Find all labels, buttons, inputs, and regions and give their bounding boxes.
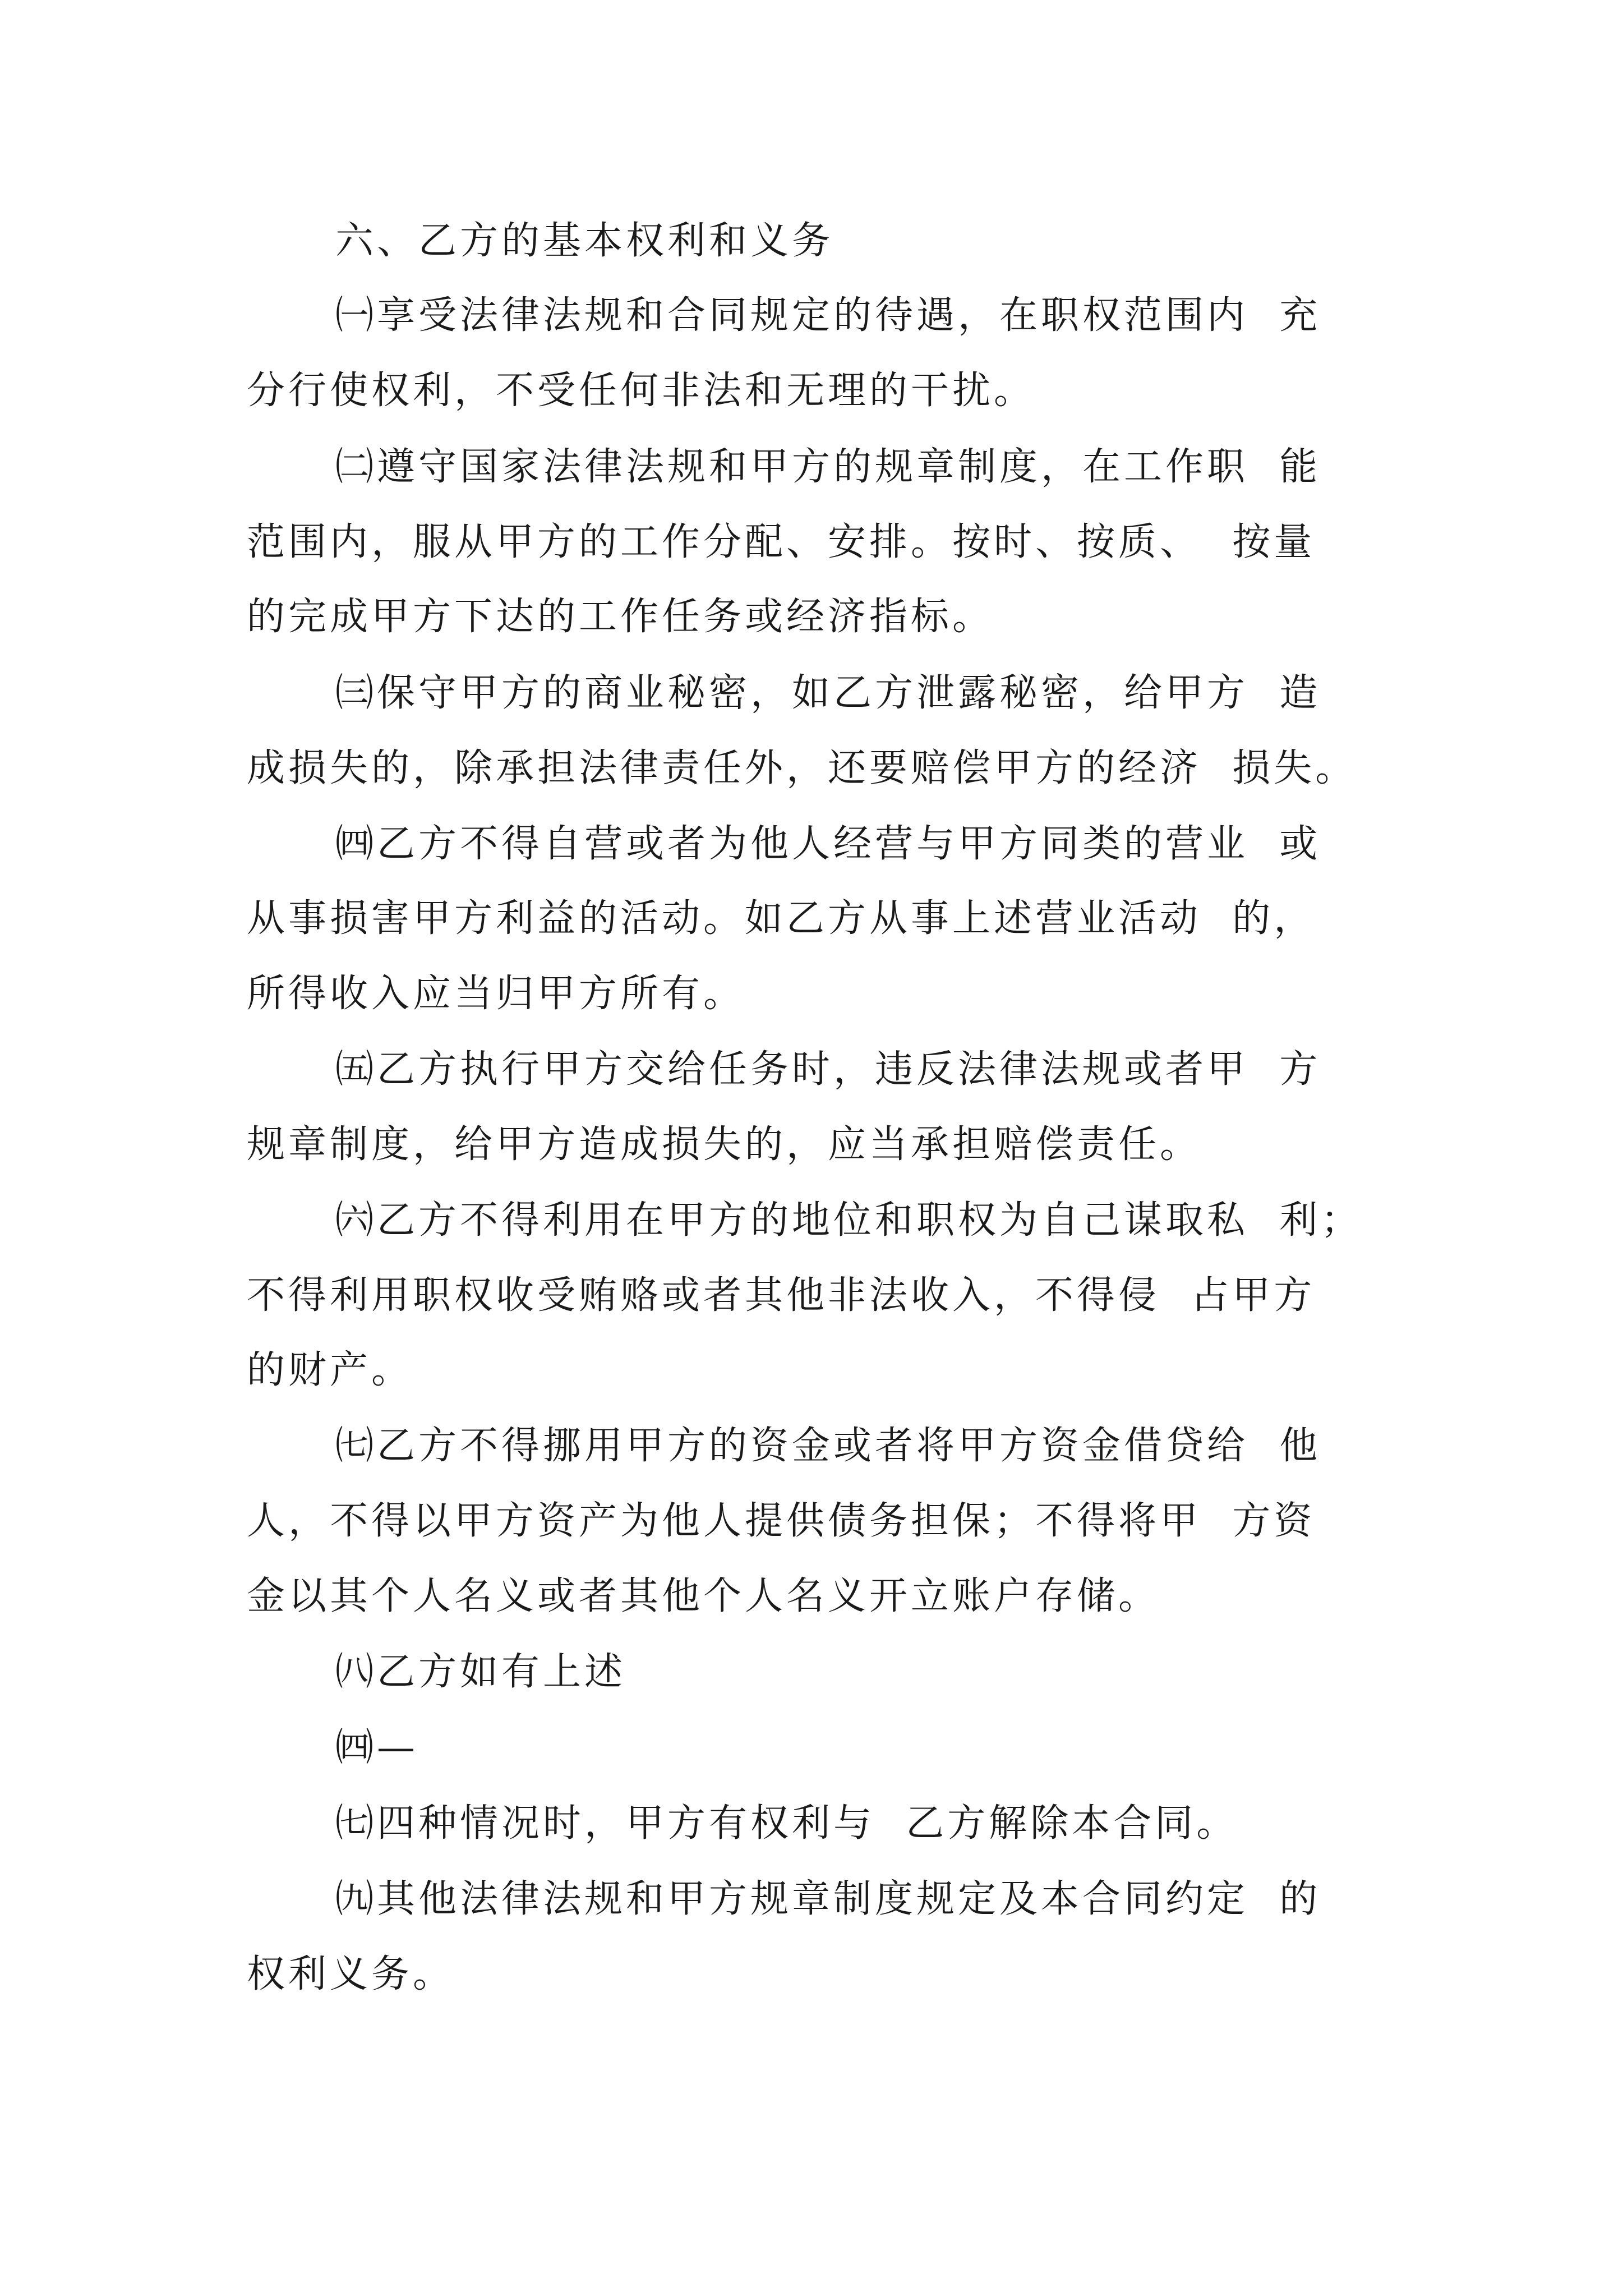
text-line: 分行使权利，不受任何非法和无理的干扰。 <box>247 369 1036 413</box>
text-line: ㈦乙方不得挪用甲方的资金或者将甲方资金借贷给 他 <box>335 1424 1321 1468</box>
text-line: 不得利用职权收受贿赂或者其他非法收入，不得侵 占甲方 <box>247 1273 1316 1318</box>
text-line: ㈨其他法律法规和甲方规章制度规定及本合同约定 的 <box>335 1877 1321 1921</box>
text-line: 成损失的，除承担法律责任外，还要赔偿甲方的经济 损失。 <box>247 746 1357 790</box>
text-line: ㈠享受法律法规和合同规定的待遇，在职权范围内 充 <box>335 293 1321 338</box>
text-line: ㈥乙方不得利用在甲方的地位和职权为自己谋取私 利； <box>335 1198 1363 1243</box>
text-line: ㈣乙方不得自营或者为他人经营与甲方同类的营业 或 <box>335 822 1321 866</box>
text-line: 人，不得以甲方资产为他人提供债务担保；不得将甲 方资 <box>247 1499 1316 1543</box>
text-line: ㈢保守甲方的商业秘密，如乙方泄露秘密，给甲方 造 <box>335 671 1321 715</box>
section-heading: 六、乙方的基本权利和义务 <box>335 219 834 263</box>
text-line: ㈤乙方执行甲方交给任务时，违反法律法规或者甲 方 <box>335 1047 1321 1092</box>
text-line: ㈣— <box>335 1726 419 1770</box>
text-line: 金以其个人名义或者其他个人名义开立账户存储。 <box>247 1574 1160 1618</box>
text-line: ㈦四种情况时，甲方有权利与 乙方解除本合同。 <box>335 1801 1238 1846</box>
text-line: ㈡遵守国家法律法规和甲方的规章制度，在工作职 能 <box>335 445 1321 489</box>
text-line: 范围内，服从甲方的工作分配、安排。按时、按质、 按量 <box>247 520 1316 564</box>
text-line: 的完成甲方下达的工作任务或经济指标。 <box>247 595 994 639</box>
text-line: ㈧乙方如有上述 <box>335 1650 626 1694</box>
text-line: 规章制度，给甲方造成损失的，应当承担赔偿责任。 <box>247 1122 1202 1167</box>
text-line: 权利义务。 <box>247 1952 455 1996</box>
text-line: 的财产。 <box>247 1348 413 1392</box>
text-line: 从事损害甲方利益的活动。如乙方从事上述营业活动 的， <box>247 896 1316 941</box>
text-line: 所得收入应当归甲方所有。 <box>247 972 745 1016</box>
